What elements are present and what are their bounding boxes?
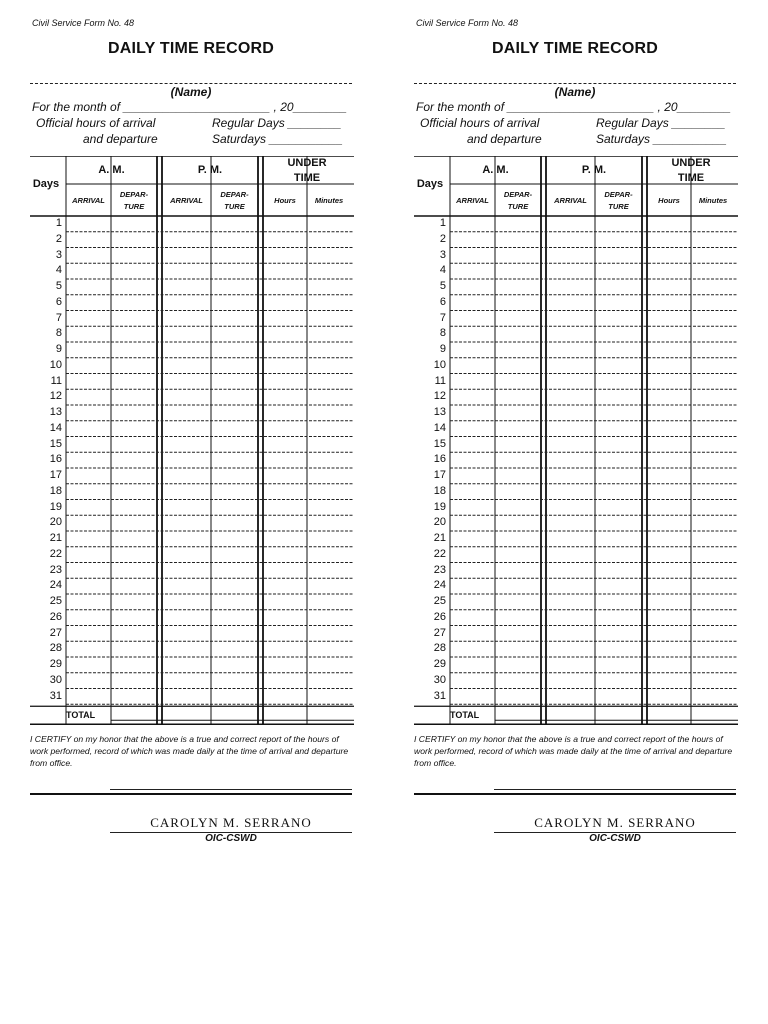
day-number: 7 [439, 311, 446, 324]
employee-signature-line[interactable] [110, 789, 352, 790]
form-title: DAILY TIME RECORD [107, 40, 275, 57]
employee-signature-line[interactable] [494, 789, 736, 790]
regular-days-field[interactable]: Regular Days ________ [596, 116, 726, 130]
regular-days-field[interactable]: Regular Days ________ [212, 116, 342, 130]
departure-label: and departure [83, 132, 158, 146]
day-number: 31 [49, 689, 62, 702]
am-departure-header-1: DEPAR- [119, 190, 149, 199]
day-number: 18 [49, 484, 62, 497]
am-departure-header-1: DEPAR- [503, 190, 533, 199]
daily-time-record-form [410, 0, 740, 860]
minutes-header: Minutes [698, 196, 728, 205]
pm-arrival-header: ARRIVAL [170, 196, 203, 205]
day-number: 1 [439, 217, 446, 229]
day-number: 22 [49, 547, 62, 560]
day-number: 3 [439, 248, 446, 261]
day-number: 20 [49, 516, 62, 529]
day-number: 27 [49, 626, 62, 639]
day-number: 10 [49, 358, 62, 371]
day-number: 29 [433, 658, 446, 670]
total-label: TOTAL [66, 710, 96, 720]
am-header: A. M. [482, 164, 509, 176]
pm-arrival-header: ARRIVAL [554, 196, 587, 205]
under-time-header-1: UNDER [671, 157, 711, 169]
time-record-table [414, 156, 738, 730]
day-number: 24 [433, 579, 446, 592]
day-number: 7 [55, 311, 62, 324]
day-number: 2 [55, 232, 62, 245]
minutes-header: Minutes [314, 196, 344, 205]
day-number: 16 [433, 453, 446, 466]
signatory-title: OIC-CSWD [205, 833, 257, 844]
time-record-grid [414, 156, 738, 730]
day-number: 24 [49, 579, 62, 592]
under-time-header-1: UNDER [287, 157, 327, 169]
official-hours-label: Official hours of arrival [36, 116, 156, 130]
signatory-name: CAROLYN M. SERRANO [534, 815, 696, 830]
day-number: 9 [55, 343, 62, 355]
name-line[interactable] [414, 83, 736, 84]
pm-header: P. M. [197, 164, 223, 176]
day-number: 21 [49, 532, 62, 544]
day-number: 6 [55, 295, 62, 308]
day-number: 23 [49, 563, 62, 576]
day-number: 2 [439, 232, 446, 245]
am-departure-header-2: TURE [123, 202, 145, 211]
pm-header: P. M. [581, 164, 607, 176]
day-number: 4 [55, 264, 62, 277]
day-number: 14 [49, 421, 62, 434]
day-number: 9 [439, 343, 446, 355]
certification-text: I CERTIFY on my honor that the above is a true and correct report of the hours of work performed, record of which was made daily at the time of arrival and departure from office. [30, 734, 349, 769]
hours-header: Hours [274, 196, 296, 205]
under-time-header-2: TIME [293, 172, 321, 184]
day-number: 17 [49, 469, 62, 481]
day-number: 22 [433, 547, 446, 560]
month-line[interactable]: For the month of ______________________ , 20________ [416, 100, 731, 114]
day-number: 30 [49, 673, 62, 686]
day-number: 13 [49, 406, 62, 418]
day-number: 1 [55, 217, 62, 229]
day-number: 13 [433, 406, 446, 418]
day-number: 5 [439, 280, 446, 292]
day-number: 20 [433, 516, 446, 529]
day-number: 5 [55, 280, 62, 292]
days-header: Days [32, 178, 60, 190]
separator-line [414, 793, 736, 795]
name-line[interactable] [30, 83, 352, 84]
day-number: 14 [433, 421, 446, 434]
day-number: 8 [439, 327, 446, 340]
daily-time-record-form [26, 0, 356, 860]
under-time-header-2: TIME [677, 172, 705, 184]
day-number: 12 [49, 390, 62, 403]
day-number: 12 [433, 390, 446, 403]
day-number: 11 [50, 374, 62, 387]
day-number: 31 [433, 689, 446, 702]
signatory-name: CAROLYN M. SERRANO [150, 815, 312, 830]
day-number: 28 [49, 642, 62, 655]
day-number: 3 [55, 248, 62, 261]
hours-header: Hours [658, 196, 680, 205]
time-record-table [30, 156, 354, 730]
day-number: 25 [49, 595, 62, 607]
day-number: 27 [433, 626, 446, 639]
form-number: Civil Service Form No. 48 [416, 18, 519, 28]
pm-departure-header-1: DEPAR- [220, 190, 249, 199]
pm-departure-header-1: DEPAR- [604, 190, 633, 199]
day-number: 16 [49, 453, 62, 466]
day-number: 8 [55, 327, 62, 340]
time-record-grid [30, 156, 354, 730]
am-arrival-header: ARRIVAL [72, 196, 105, 205]
pm-departure-header-2: TURE [608, 202, 629, 211]
day-number: 10 [433, 358, 446, 371]
day-number: 6 [439, 295, 446, 308]
day-number: 4 [439, 264, 446, 277]
month-line[interactable]: For the month of ______________________ , 20________ [32, 100, 347, 114]
name-label: (Name) [170, 85, 212, 99]
certification-text: I CERTIFY on my honor that the above is a true and correct report of the hours of work performed, record of which was made daily at the time of arrival and departure from office. [414, 734, 733, 769]
day-number: 15 [49, 437, 62, 450]
am-header: A. M. [98, 164, 125, 176]
pm-departure-header-2: TURE [224, 202, 245, 211]
day-number: 18 [433, 484, 446, 497]
saturdays-field[interactable]: Saturdays ___________ [212, 132, 343, 146]
separator-line [30, 793, 352, 795]
saturdays-field[interactable]: Saturdays ___________ [596, 132, 727, 146]
departure-label: and departure [467, 132, 542, 146]
day-number: 25 [433, 595, 446, 607]
day-number: 26 [49, 610, 62, 623]
total-label: TOTAL [450, 710, 480, 720]
day-number: 26 [433, 610, 446, 623]
day-number: 30 [433, 673, 446, 686]
day-number: 28 [433, 642, 446, 655]
official-hours-label: Official hours of arrival [420, 116, 540, 130]
day-number: 29 [49, 658, 62, 670]
day-number: 21 [433, 532, 446, 544]
day-number: 15 [433, 437, 446, 450]
day-number: 11 [434, 374, 446, 387]
day-number: 19 [433, 500, 446, 513]
day-number: 23 [433, 563, 446, 576]
am-arrival-header: ARRIVAL [456, 196, 489, 205]
day-number: 19 [49, 500, 62, 513]
am-departure-header-2: TURE [507, 202, 529, 211]
days-header: Days [416, 178, 444, 190]
form-number: Civil Service Form No. 48 [32, 18, 135, 28]
form-title: DAILY TIME RECORD [491, 40, 659, 57]
signatory-title: OIC-CSWD [589, 833, 641, 844]
day-number: 17 [433, 469, 446, 481]
name-label: (Name) [554, 85, 596, 99]
